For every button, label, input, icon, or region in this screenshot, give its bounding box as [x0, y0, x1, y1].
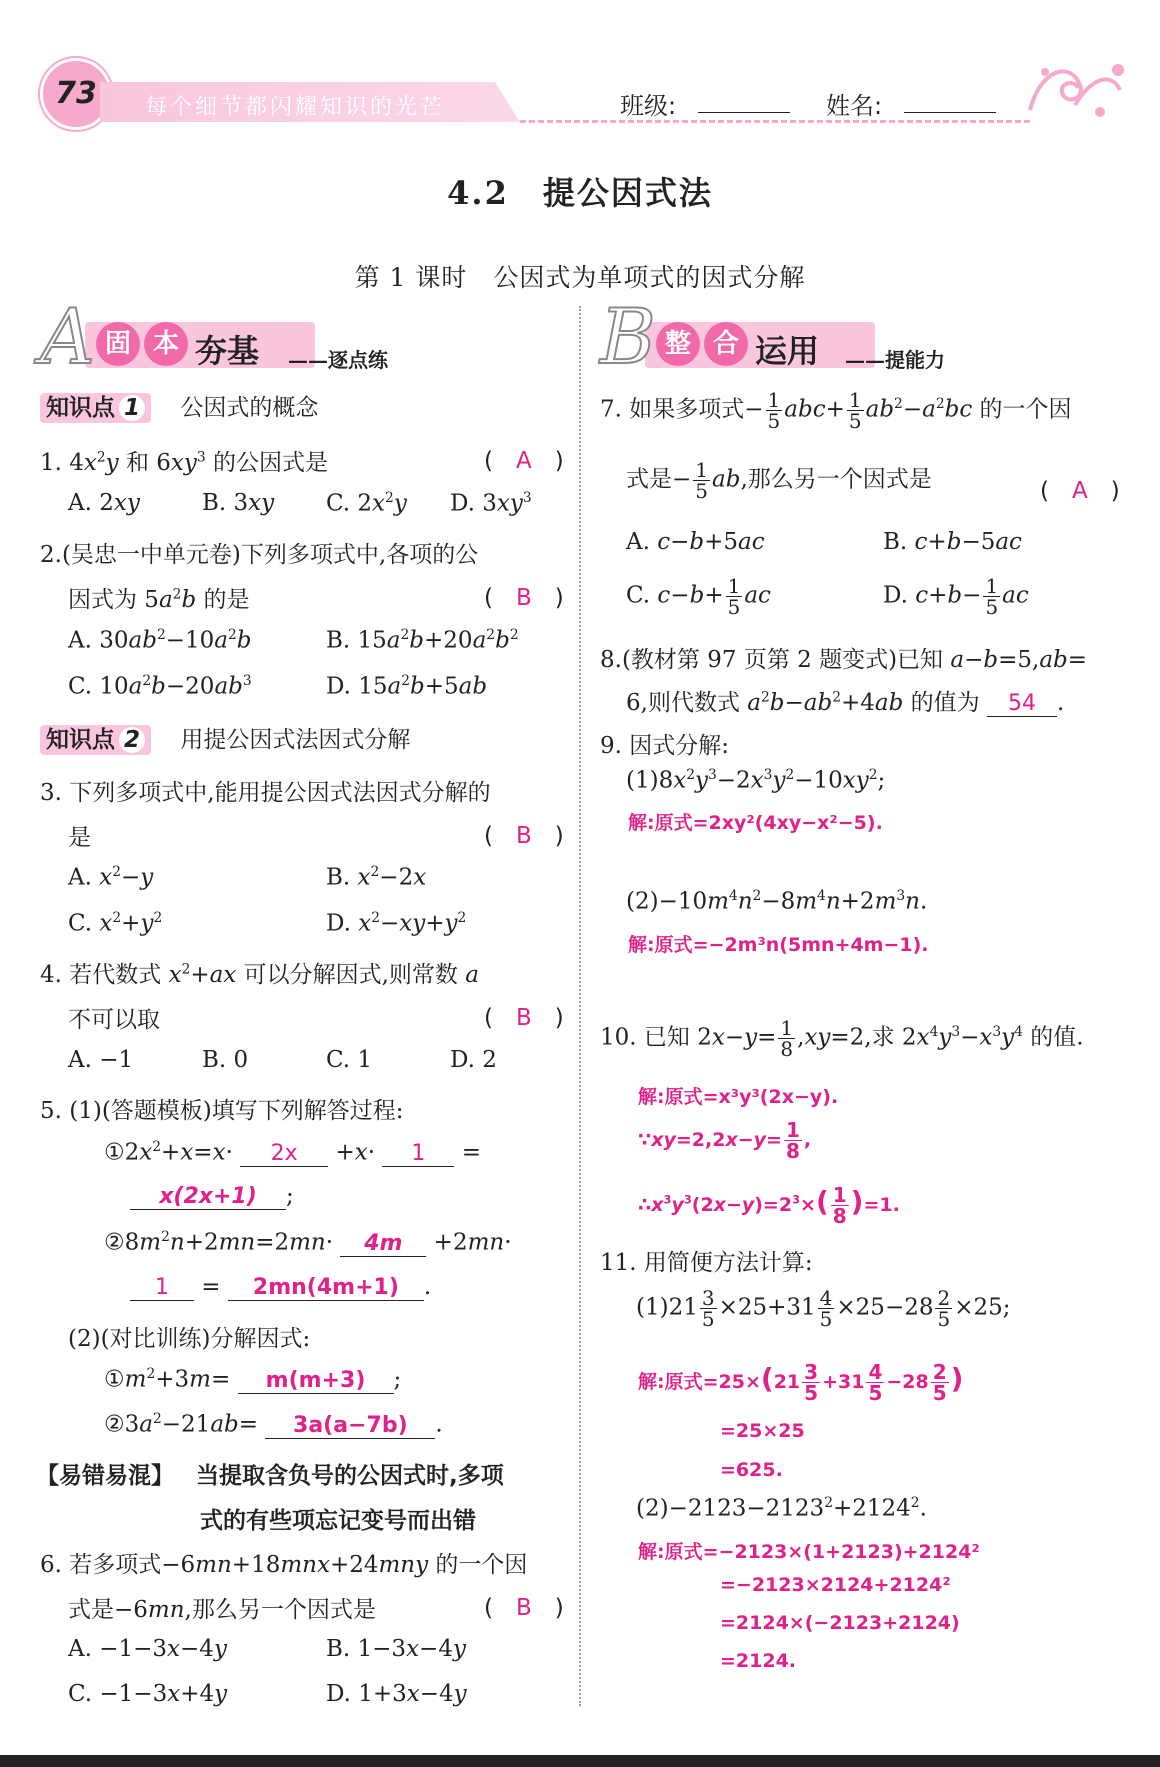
q4-answer-box: ( B ) [484, 1005, 564, 1031]
q9-part2: $(2)-10m^4n^2-8m^4n+2m^3n$. [626, 888, 928, 915]
section-b-heading [600, 292, 1000, 381]
q6-answer-box: ( B ) [484, 1595, 564, 1621]
section-a-char1: 固 [96, 322, 140, 366]
section-a-heading [40, 292, 420, 381]
section-b-main: 运用 [755, 332, 820, 370]
q5-part2-stem: (2)(对比训练)分解因式: [68, 1326, 311, 1352]
name-field[interactable] [904, 112, 996, 113]
q1-option-b[interactable]: B. 3xy [202, 490, 275, 516]
q1-option-c[interactable]: C. $2x^2y$ [326, 490, 407, 517]
q2-stem-line1: 2.(吴忠一中单元卷)下列多项式中,各项的公 [40, 542, 479, 568]
header-dashed-line [520, 120, 1030, 123]
q3-option-a[interactable]: A. $x^2-y$ [68, 864, 154, 891]
page-number: 73 [55, 76, 97, 111]
q2-option-c[interactable]: C. $10a^2b-20ab^3$ [68, 673, 252, 700]
q10-stem: 10. 已知 2x−y= $\frac{1}{8}$ ,xy=2,求 $2x^4y^3-x^3y^4$ 的值. [600, 1016, 1084, 1061]
q3-stem-line1: 3. 下列多项式中,能用提公因式法因式分解的 [40, 780, 491, 806]
q5-stem: 5. (1)(答题模板)填写下列解答过程: [40, 1098, 404, 1124]
q2-option-a[interactable]: A. $30ab^2-10a^2b$ [68, 627, 252, 654]
q7-option-b[interactable]: B. c+b−5ac [883, 529, 1022, 555]
q7-option-d[interactable]: D. c+b− $\frac{1}{5}$ ac [883, 574, 1029, 619]
q5-part4-line: $②3a^2-21ab= 3a(a-7b)$ . [104, 1411, 443, 1438]
q1-option-d[interactable]: D. $3xy^3$ [450, 490, 532, 517]
section-a-sub: ——逐点练 [288, 348, 388, 372]
q7-option-c[interactable]: C. c−b+ $\frac{1}{5}$ ac [626, 574, 771, 619]
q11-solution-1-line3: =625. [720, 1459, 783, 1481]
q10-solution-2: ∵xy=2,2x−y= $\frac{1}{8}$ , [638, 1118, 812, 1163]
q6-stem-line1: 6. 若多项式−6mn+18mnx+24mny 的一个因 [40, 1552, 528, 1578]
q5-blank-4[interactable]: 4m [340, 1231, 426, 1257]
q5-part2-line2: 1 = 2mn(4m+1) . [130, 1274, 431, 1301]
section-a-char2: 本 [144, 322, 188, 366]
q8-source: (教材第 97 页第 2 题变式) [621, 647, 898, 673]
q6-option-a[interactable]: A. −1−3x−4y [68, 1636, 227, 1662]
q8-stem-line2: 6,则代数式 $a^2b-ab^2+4ab$ 的值为 54 . [626, 689, 1065, 716]
section-b-char2: 合 [704, 322, 748, 366]
section-a-letter: A [40, 292, 95, 381]
q8-blank[interactable]: 54 [987, 691, 1057, 717]
q7-option-a[interactable]: A. c−b+5ac [626, 529, 765, 555]
q5-blank-3[interactable]: x(2x+1) [130, 1184, 286, 1210]
kp2-tag: 知识点 2 [40, 725, 151, 755]
q4-option-a[interactable]: A. −1 [68, 1047, 134, 1073]
flourish-ornament-icon [1020, 50, 1130, 125]
q5-part2-line1: $②8m^2n+2mn=2mn\cdot 4m +2mn\cdot$ [104, 1229, 512, 1256]
q9-stem: 9. 因式分解: [600, 733, 730, 759]
q4-option-d[interactable]: D. 2 [450, 1047, 497, 1073]
q9-part1: $(1)8x^2y^3-2x^3y^2-10xy^2$; [626, 767, 886, 794]
section-b-sub: ——提能力 [845, 348, 945, 372]
q2-option-b[interactable]: B. $15a^2b+20a^2b^2$ [326, 627, 519, 654]
page-title: 4.2 提公因式法 [447, 174, 713, 212]
q3-option-b[interactable]: B. $x^2-2x$ [326, 864, 427, 891]
q1-option-a[interactable]: A. 2xy [68, 490, 140, 516]
q3-option-c[interactable]: C. $x^2+y^2$ [68, 910, 163, 937]
q1-stem: 1. $4x^2y$ 和 $6xy^3$ 的公因式是 [40, 449, 328, 476]
knowledge-point-2 [40, 721, 410, 754]
q3-answer-box: ( B ) [484, 823, 564, 849]
q8-stem-line1: 8.(教材第 97 页第 2 题变式)已知 a−b=5,ab= [600, 647, 1088, 673]
section-b-char1: 整 [656, 322, 700, 366]
q11-solution-2-line3: =2124×(−2123+2124) [720, 1612, 960, 1634]
q2-answer-box: ( B ) [484, 585, 564, 611]
mistake-note-line1 [36, 1457, 504, 1490]
q9-solution-1: 解:原式=2xy²(4xy−x²−5). [628, 812, 883, 834]
q5-blank-2[interactable]: 1 [382, 1141, 454, 1167]
q11-solution-1-line2: =25×25 [720, 1420, 805, 1442]
q10-solution-3: $\therefore x^3y^3(2x-y)=2^3\times$( $\frac{1}{8}$ )=1. [638, 1183, 900, 1228]
q5-blank-1[interactable]: 2x [240, 1141, 328, 1167]
mistake-label: 【易错易混】 [36, 1463, 174, 1489]
q11-solution-1-line1: 解:原式=25×(21 $\frac{3}{5}$ +31 $\frac{4}{5}$ −28 $\frac{2}{5}$ ) [638, 1360, 964, 1405]
q3-stem-line2: 是 [68, 825, 91, 851]
q7-stem-line2: 式是− $\frac{1}{5}$ ab,那么另一个因式是 [626, 458, 932, 503]
q5-blank-7[interactable]: m(m+3) [238, 1368, 394, 1394]
q4-option-c[interactable]: C. 1 [326, 1047, 373, 1073]
slogan-text: 每个细节都闪耀知识的光芒 [145, 95, 446, 120]
q3-option-d[interactable]: D. $x^2-xy+y^2$ [326, 910, 467, 937]
q2-option-d[interactable]: D. $15a^2b+5ab$ [326, 673, 488, 700]
kp2-title: 用提公因式法因式分解 [180, 727, 411, 753]
q6-option-d[interactable]: D. 1+3x−4y [326, 1681, 467, 1707]
q5-blank-5[interactable]: 1 [130, 1275, 194, 1301]
name-label: 姓名: [826, 92, 883, 120]
q4-stem-line1: 4. 若代数式 $x^2+ax$ 可以分解因式,则常数 a [40, 961, 479, 988]
q6-option-b[interactable]: B. 1−3x−4y [326, 1636, 466, 1662]
q11-stem: 11. 用简便方法计算: [600, 1250, 813, 1276]
knowledge-point-1 [40, 389, 318, 422]
q2-source: (吴忠一中单元卷) [61, 542, 241, 568]
q11-part1: (1)21 $\frac{3}{5}$ ×25+31 $\frac{4}{5}$ ×25−28 $\frac{2}{5}$ ×25; [636, 1286, 1011, 1331]
q5-part1-line1: $①2x^2+x=x\cdot 2x +x\cdot 1$ = [104, 1139, 481, 1166]
column-divider [579, 306, 581, 1706]
q5-blank-8[interactable]: 3a(a−7b) [265, 1413, 435, 1439]
section-a-main: 夯基 [195, 332, 260, 370]
mistake-text1: 当提取含负号的公因式时,多项 [196, 1463, 504, 1489]
q11-solution-2-line4: =2124. [720, 1650, 797, 1672]
q1-answer-box: ( A ) [484, 448, 564, 474]
q6-option-c[interactable]: C. −1−3x+4y [68, 1681, 228, 1707]
q5-part3-line: $①m^2+3m= m(m+3)$ ; [104, 1366, 402, 1393]
q9-solution-2: 解:原式=−2m³n(5mn+4m−1). [628, 934, 929, 956]
q11-solution-2-line2: =−2123×2124+2124² [720, 1574, 951, 1596]
q11-part2: $(2)-2123-2123^2+2124^2$. [636, 1495, 927, 1522]
lesson-subtitle: 第 1 课时 公因式为单项式的因式分解 [354, 263, 806, 292]
kp1-title: 公因式的概念 [180, 395, 319, 421]
q4-stem-line2: 不可以取 [68, 1007, 160, 1033]
q10-solution-1: 解:原式=x³y³(2x−y). [638, 1086, 839, 1108]
bottom-edge-bar [0, 1755, 1160, 1767]
mistake-text2: 式的有些项忘记变号而出错 [200, 1508, 476, 1534]
q2-stem-line2: 因式为 $5a^2b$ 的是 [68, 586, 250, 613]
q4-option-b[interactable]: B. 0 [202, 1047, 249, 1073]
class-field[interactable] [698, 112, 790, 113]
kp1-tag: 知识点 1 [40, 393, 151, 423]
q7-answer-box: ( A ) [1040, 478, 1120, 504]
q5-blank-6[interactable]: 2mn(4m+1) [228, 1275, 424, 1301]
q6-stem-line2: 式是−6mn,那么另一个因式是 [68, 1597, 376, 1623]
q5-part1-line2: x(2x+1) ; [130, 1183, 294, 1210]
q11-solution-2-line1: 解:原式=−2123×(1+2123)+2124² [638, 1541, 980, 1563]
class-label: 班级: [620, 92, 677, 120]
section-b-letter: B [600, 292, 656, 381]
q7-stem-line1: 7. 如果多项式− $\frac{1}{5}$ abc+ $\frac{1}{5}$ $ab^2-a^2bc$ 的一个因 [600, 388, 1072, 433]
